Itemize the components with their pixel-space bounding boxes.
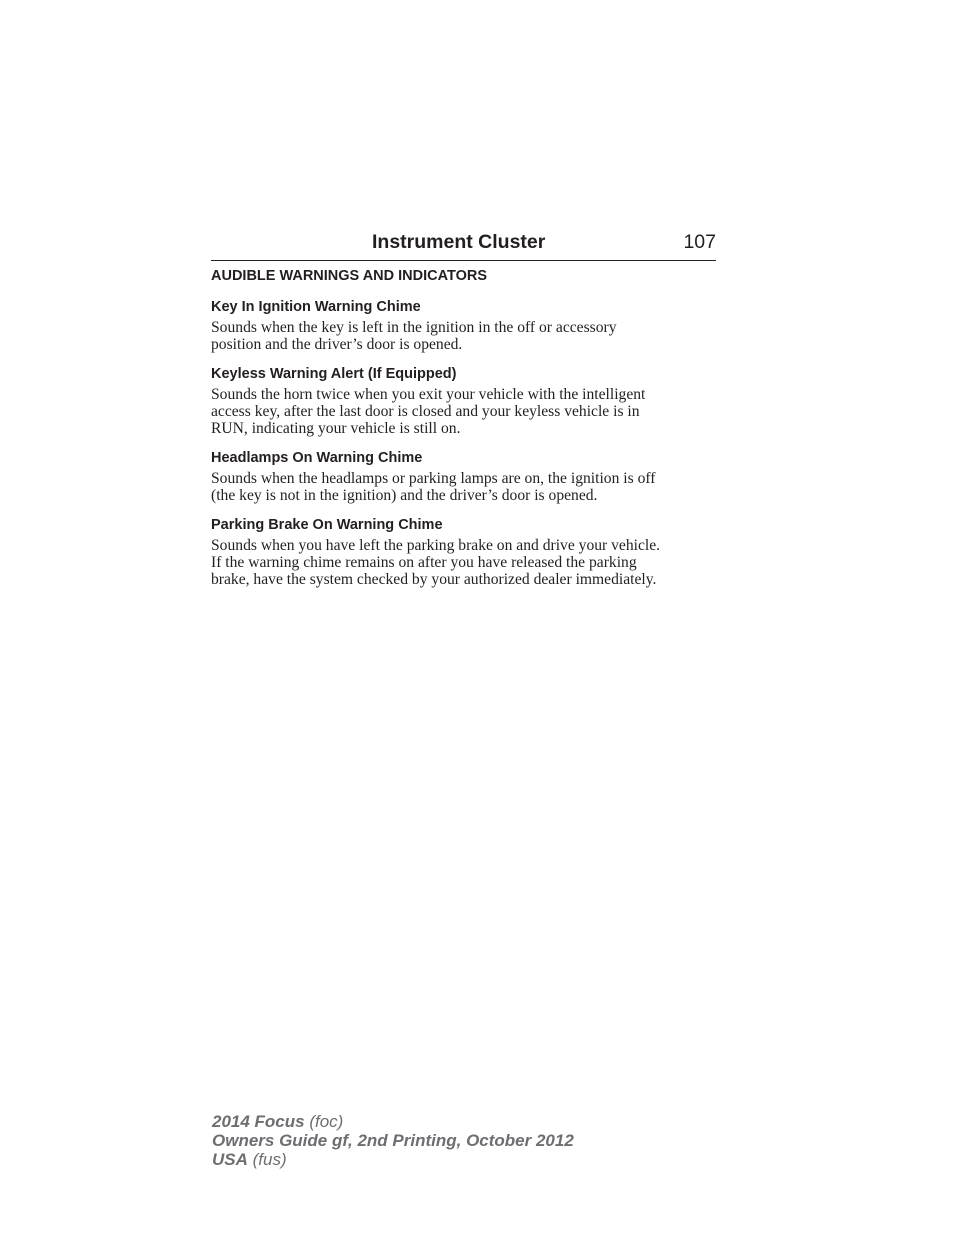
subsection-heading: Key In Ignition Warning Chime <box>211 299 421 315</box>
warning-item-keyless-alert <box>211 365 716 437</box>
footer-line-model <box>212 1112 574 1131</box>
footer-line-edition: Owners Guide gf, 2nd Printing, October 2012 <box>212 1131 574 1150</box>
paragraph: Sounds when the key is left in the ignition in the off or accessory position and the driver’s door is opened. <box>211 319 617 353</box>
paragraph: Sounds the horn twice when you exit your vehicle with the intelligent access key, after the last door is closed and your keyless vehicle is in RUN, indicating your vehicle is still on. <box>211 386 646 437</box>
chapter-title: Instrument Cluster <box>372 231 546 253</box>
page-header <box>211 228 716 261</box>
paragraph: Sounds when the headlamps or parking lamps are on, the ignition is off (the key is not in the ignition) and the driver’s door is opened. <box>211 470 656 504</box>
subsection-heading: Headlamps On Warning Chime <box>211 450 423 466</box>
warning-item-parking-brake <box>211 516 716 588</box>
subsection-heading: Parking Brake On Warning Chime <box>211 517 443 533</box>
footer-model-code: (foc) <box>304 1112 344 1131</box>
section-heading: AUDIBLE WARNINGS AND INDICATORS <box>211 268 488 284</box>
footer-model: 2014 Focus <box>212 1112 305 1131</box>
paragraph: Sounds when you have left the parking brake on and drive your vehicle. If the warning chime remains on after you have released the parking brake, have the system checked by your authorized dealer immediately. <box>211 537 661 588</box>
warning-item-headlamps-on <box>211 449 716 504</box>
page-footer <box>212 1112 574 1169</box>
footer-market-code: (fus) <box>247 1150 287 1169</box>
subsection-heading: Keyless Warning Alert (If Equipped) <box>211 366 457 382</box>
page-number: 107 <box>683 231 716 253</box>
warning-item-key-in-ignition <box>211 298 716 353</box>
footer-line-market <box>212 1150 574 1169</box>
footer-market: USA <box>212 1150 248 1169</box>
page-content <box>211 267 716 600</box>
